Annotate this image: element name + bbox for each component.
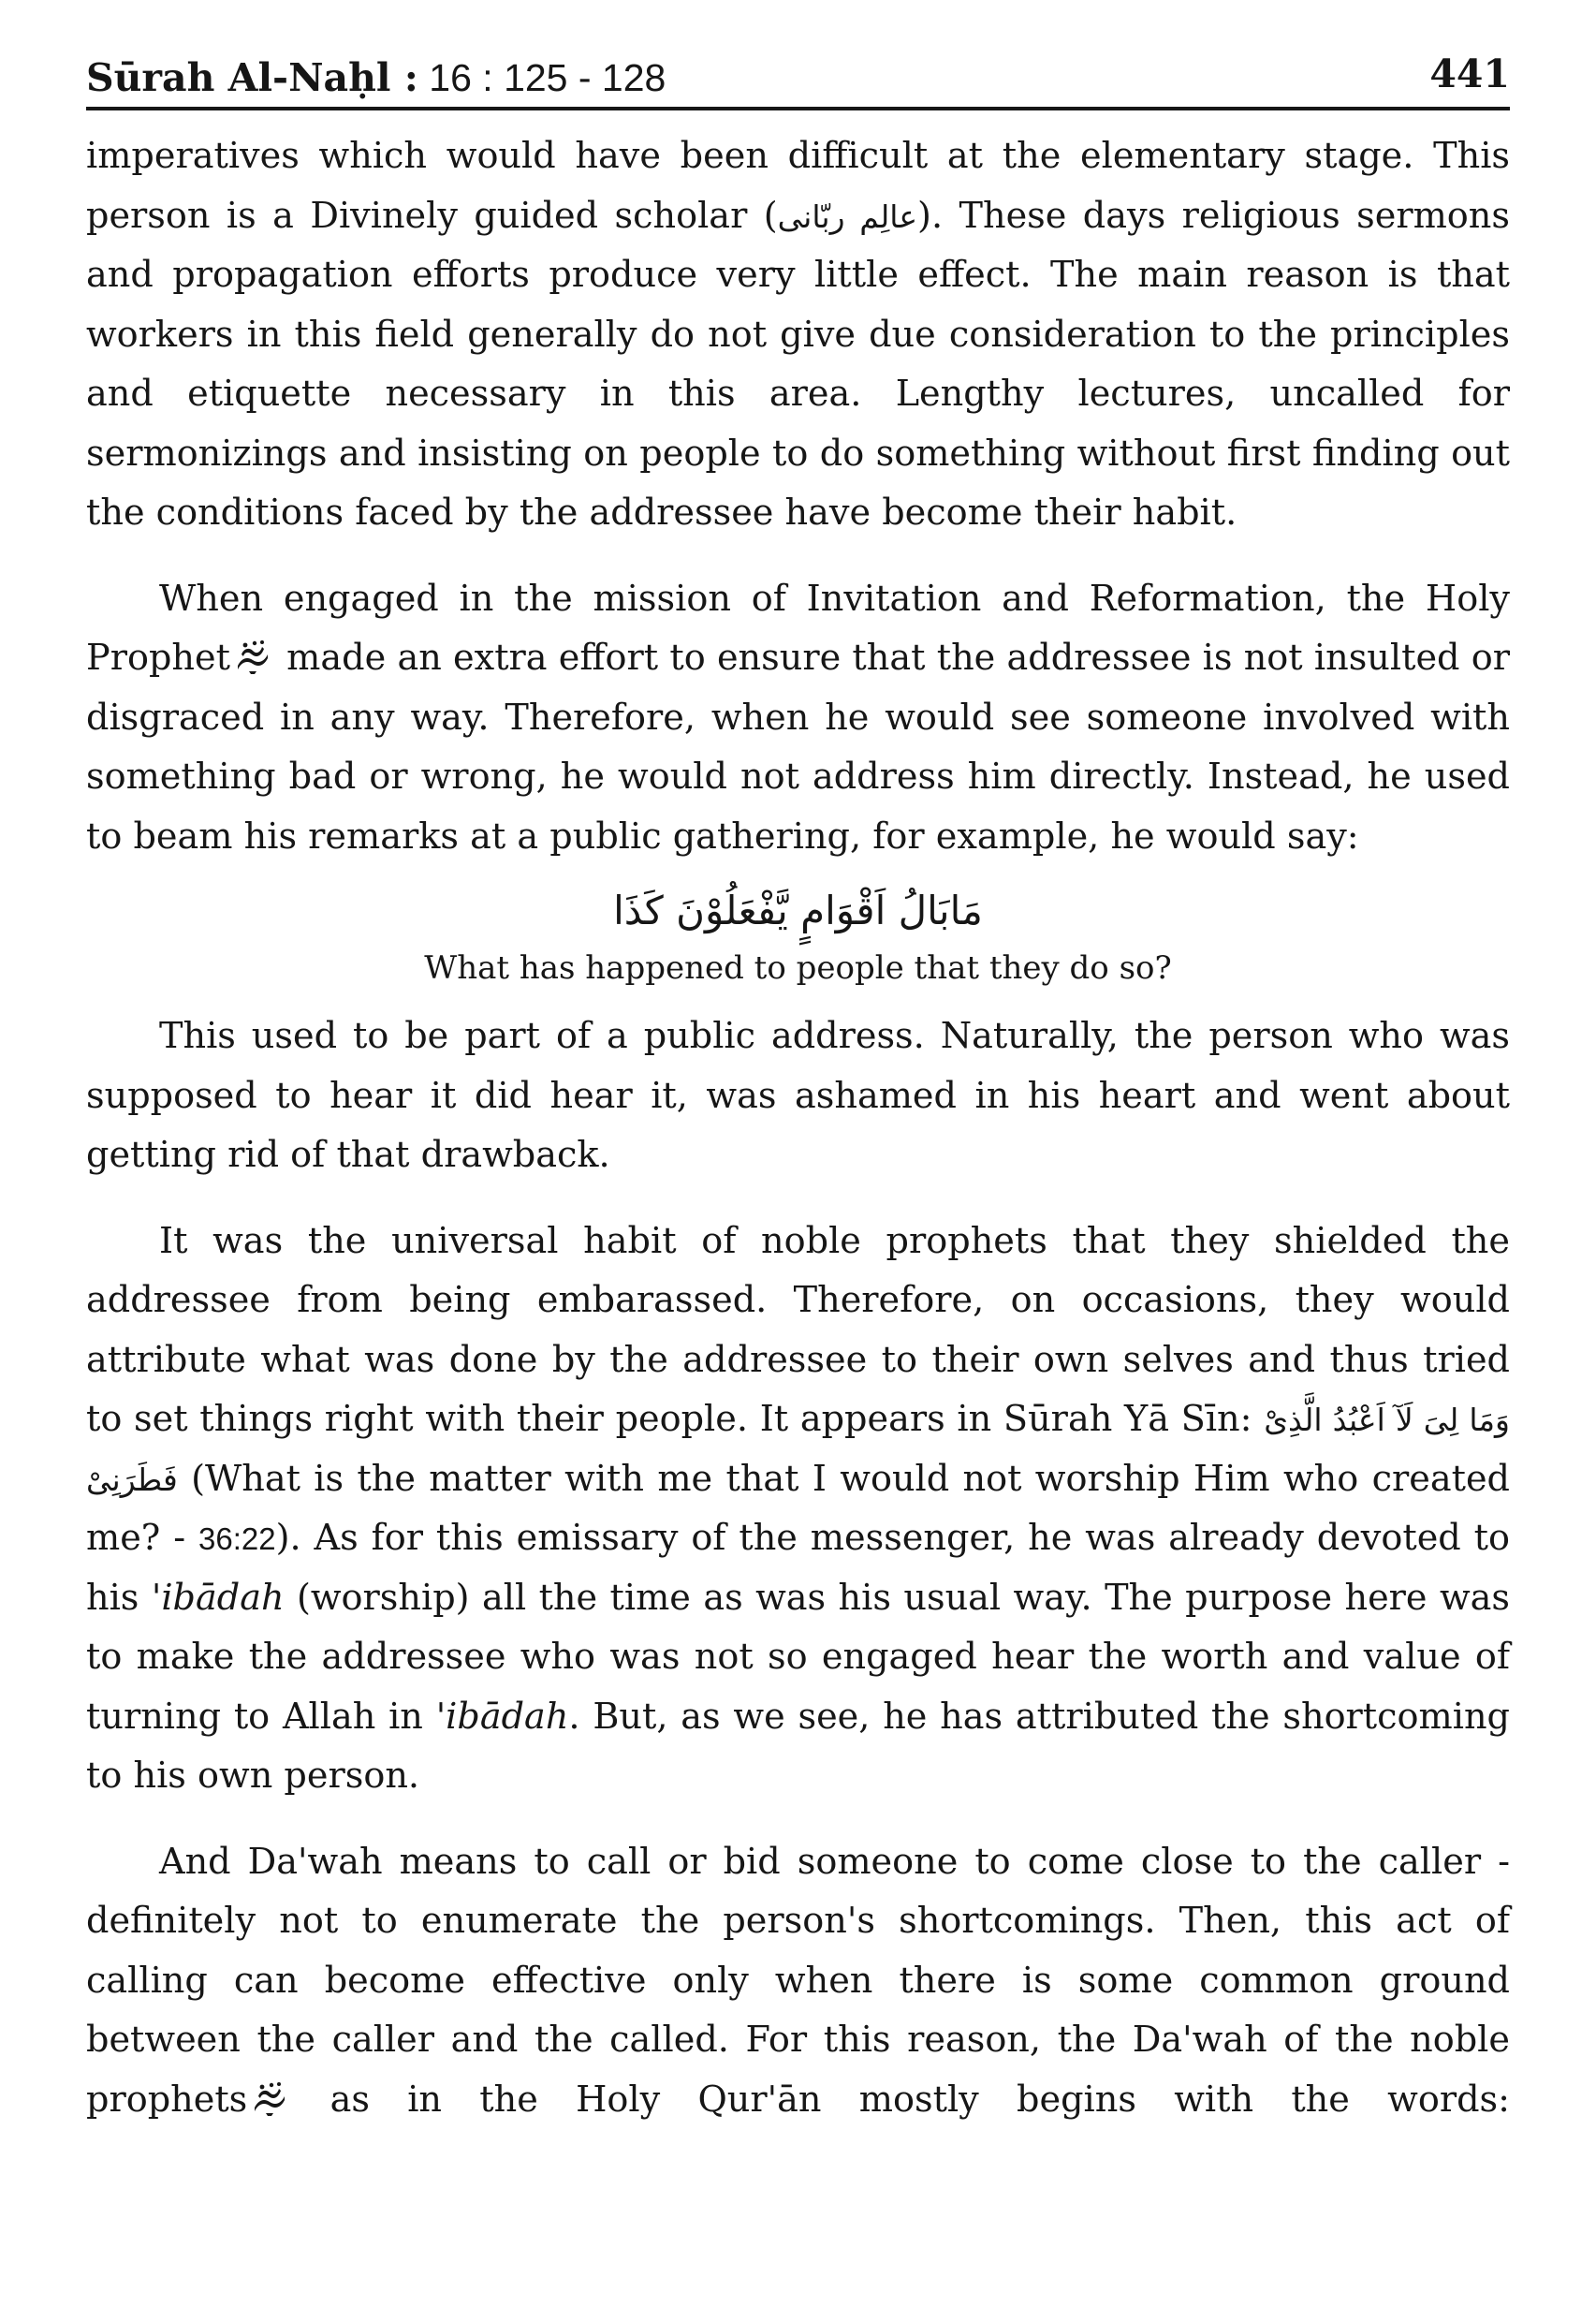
page-number: 441 <box>1429 51 1510 96</box>
paragraph-4-text-d: (worship) all the time as was his usual way. The purpose here was to make the addressee who was not so engaged hear the worth and value of turning to Allah in <box>86 1577 1511 1738</box>
running-head <box>86 41 1510 110</box>
paragraph-4-text-a: It was the universal habit of noble prophets that they shielded the addressee from being embarassed. Therefore, on occasions, they would attribute what was done by the addressee to their own selves and thus tried to set things right with their people. It appears in Sūrah Yā Sīn: <box>86 1220 1510 1440</box>
term-ibadah-2: 'ibādah <box>435 1696 569 1738</box>
paragraph-2 <box>86 570 1510 868</box>
book-page <box>86 41 1510 2130</box>
salutation-glyph-icon <box>234 638 271 675</box>
paragraph-1-text-a: imperatives which would have been difficult at the elementary stage. This person is a Divinely guided scholar ( <box>86 136 1510 237</box>
paragraph-4-text-e: . But, as we see, he has attributed the shortcoming to his own person. <box>86 1696 1510 1797</box>
quran-verse-arabic: وَمَا لِیَ لَآ اَعْبُدُ الَّذِیْ فَطَرَنِیْ <box>86 1402 1510 1498</box>
paragraph-5 <box>86 1833 1510 2131</box>
chapter-heading <box>86 54 666 101</box>
hadith-quote <box>86 878 1510 992</box>
verse-reference: 16 : 125 - 128 <box>417 56 666 99</box>
arabic-term-scholar: عالِم ربّانی <box>777 198 918 235</box>
term-ibadah-1: 'ibādah <box>151 1577 285 1619</box>
surah-title: Sūrah Al-Naḥl : <box>86 55 418 100</box>
paragraph-1-text-b: ). These days religious sermons and propagation efforts produce very little effect. The main reason is that workers in this field generally do not give due consideration to the principles and etiquette necessary in this area. Lengthy lectures, uncalled for sermonizings and insisting on people to do something without first finding out the conditions faced by the addressee have become their habit. <box>86 195 1510 534</box>
hadith-arabic: مَابَالُ اَقْوَامٍ يَّفْعَلُوْنَ كَذَا <box>613 888 983 933</box>
paragraph-4-text-b: (What is the matter with me that I would not worship Him who created me? - <box>86 1458 1510 1559</box>
paragraph-1 <box>86 127 1510 544</box>
paragraph-4-text-c: ). As for this emissary of the messenger, he was already devoted to his <box>86 1518 1511 1619</box>
paragraph-3: This used to be part of a public address. Naturally, the person who was supposed to hear it did hear it, was ashamed in his heart and went about getting rid of that drawback. <box>86 1016 1510 1176</box>
hadith-translation: What has happened to people that they do so? <box>424 949 1172 987</box>
paragraph-5-text-a: And Da'wah means to call or bid someone to come close to the caller - definitely not to enumerate the person's shortcomings. Then, this act of calling can become effective only when there is some common ground between the caller and the called. For this reason, the Da'wah of the noble prophets <box>86 1841 1510 2121</box>
paragraph-5-text-b: as in the Holy Qur'ān mostly begins with the words: <box>292 2079 1510 2121</box>
paragraph-2-text-a: When engaged in the mission of Invitation and Reformation, the Holy Prophet <box>86 578 1510 679</box>
paragraph-2-text-b: made an extra effort to ensure that the addressee is not insulted or disgraced in any way. Therefore, when he would see someone involved with something bad or wrong, he would not address him directly. Instead, he used to beam his remarks at a public gathering, for example, he would say: <box>86 638 1510 858</box>
body-text <box>86 127 1510 2130</box>
salutation-glyph-icon <box>251 2079 288 2117</box>
paragraph-4 <box>86 1212 1510 1807</box>
verse-citation: 36:22 <box>198 1521 276 1556</box>
